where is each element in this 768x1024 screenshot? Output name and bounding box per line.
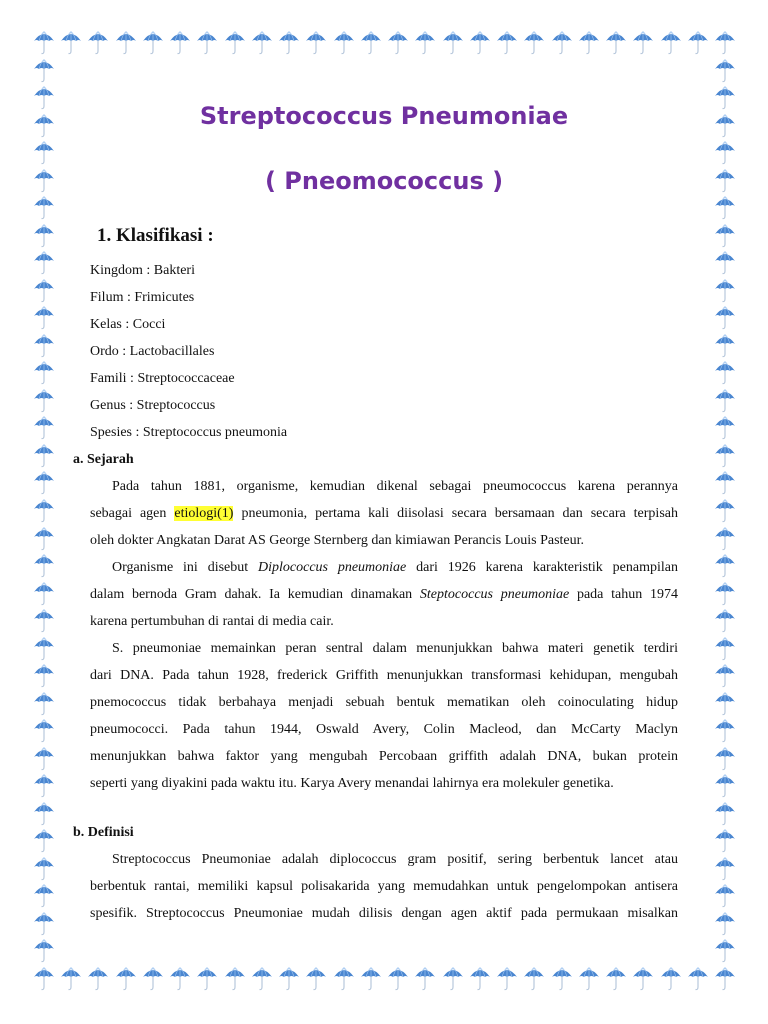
umbrella-icon [33,773,55,799]
umbrella-icon [333,30,355,56]
umbrella-icon [714,305,736,331]
umbrella-icon [278,966,300,992]
klasifikasi-item: Kelas : Cocci [90,317,166,332]
umbrella-icon [714,30,736,56]
umbrella-icon [33,911,55,937]
umbrella-icon [714,498,736,524]
umbrella-icon [33,526,55,552]
umbrella-icon [33,801,55,827]
umbrella-icon [496,30,518,56]
umbrella-icon [169,966,191,992]
umbrella-icon [33,608,55,634]
umbrella-icon [714,663,736,689]
umbrella-icon [142,966,164,992]
umbrella-icon [169,30,191,56]
paragraph-line: pneumococci. Pada tahun 1944, Oswald Avery, Colin Macleod, dan McCarty Maclyn [90,722,678,737]
paragraph-line [112,560,678,576]
umbrella-icon [33,360,55,386]
umbrella-icon [33,305,55,331]
klasifikasi-item: Kingdom : Bakteri [90,263,195,278]
paragraph-line: seperti yang diyakini pada waktu itu. Karya Avery menandai lahirnya era molekuler genetika. [90,776,614,791]
paragraph-line: berbentuk rantai, memiliki kapsul polisakarida yang memudahkan untuk pengelompokan antisera [90,879,678,894]
umbrella-icon [687,966,709,992]
umbrella-icon [33,278,55,304]
umbrella-icon [360,30,382,56]
umbrella-icon [33,498,55,524]
umbrella-icon [523,966,545,992]
paragraph-line: Pada tahun 1881, organisme, kemudian dikenal sebagai pneumococcus karena perannya [112,479,678,494]
umbrella-icon [333,966,355,992]
umbrella-icon [714,195,736,221]
umbrella-icon [115,30,137,56]
umbrella-icon [414,30,436,56]
umbrella-icon [469,966,491,992]
umbrella-icon [714,911,736,937]
paragraph-line: menunjukkan bahwa faktor yang mengubah Percobaan griffith adalah DNA, bukan protein [90,749,678,764]
umbrella-icon [714,938,736,964]
umbrella-icon [714,360,736,386]
umbrella-icon [33,856,55,882]
umbrella-icon [87,30,109,56]
umbrella-icon [442,966,464,992]
klasifikasi-item: Ordo : Lactobacillales [90,344,215,359]
umbrella-icon [33,58,55,84]
umbrella-icon [87,966,109,992]
umbrella-icon [442,30,464,56]
paragraph-line: spesifik. Streptococcus Pneumoniae mudah dilisis dengan agen aktif pada permukaan misalkan [90,906,678,921]
umbrella-icon [33,663,55,689]
umbrella-icon [714,691,736,717]
umbrella-icon [33,581,55,607]
umbrella-icon [196,966,218,992]
paragraph-line [90,506,678,522]
umbrella-icon [33,443,55,469]
umbrella-icon [660,966,682,992]
umbrella-icon [632,966,654,992]
umbrella-icon [414,966,436,992]
umbrella-icon [714,828,736,854]
klasifikasi-item: Spesies : Streptococcus pneumonia [90,425,288,440]
umbrella-icon [714,966,736,992]
umbrella-icon [33,636,55,662]
paragraph-line: oleh dokter Angkatan Darat AS George Sternberg dan kimiawan Perancis Louis Pasteur. [90,533,585,548]
text: dari 1926 karena karakteristik penampilan [406,560,678,575]
umbrella-icon [360,966,382,992]
umbrella-icon [33,883,55,909]
umbrella-icon [605,966,627,992]
umbrella-icon [33,140,55,166]
umbrella-icon [33,250,55,276]
paragraph-line: karena pertumbuhan di rantai di media cair. [90,614,334,629]
umbrella-icon [387,966,409,992]
document-title: Streptococcus Pneumoniae [199,102,569,130]
umbrella-icon [714,746,736,772]
umbrella-icon [551,30,573,56]
umbrella-icon [714,636,736,662]
klasifikasi-item: Genus : Streptococcus [90,398,216,413]
umbrella-icon [60,30,82,56]
paragraph-line: Streptococcus Pneumoniae adalah diplococcus gram positif, sering berbentuk lancet atau [112,852,678,867]
umbrella-icon [33,333,55,359]
umbrella-icon [714,856,736,882]
umbrella-icon [224,966,246,992]
umbrella-icon [278,30,300,56]
umbrella-icon [33,691,55,717]
klasifikasi-item: Filum : Frimicutes [90,290,195,305]
umbrella-icon [714,250,736,276]
umbrella-icon [60,966,82,992]
umbrella-icon [714,58,736,84]
text: sebagai agen [90,506,175,521]
klasifikasi-item: Famili : Streptococcaceae [90,371,235,386]
umbrella-icon [251,966,273,992]
paragraph-line: pnemococcus tidak berbahaya menjadi sebuah bentuk mematikan oleh coinoculating hidup [90,695,678,710]
umbrella-icon [33,415,55,441]
umbrella-icon [714,140,736,166]
umbrella-icon [33,828,55,854]
umbrella-icon [33,746,55,772]
umbrella-icon [33,470,55,496]
umbrella-icon [196,30,218,56]
umbrella-icon [469,30,491,56]
umbrella-icon [605,30,627,56]
umbrella-icon [714,773,736,799]
umbrella-icon [224,30,246,56]
umbrella-icon [714,443,736,469]
italic-text: Steptococcus pneumoniae [419,587,570,602]
umbrella-icon [714,333,736,359]
umbrella-icon [578,30,600,56]
umbrella-icon [33,553,55,579]
umbrella-icon [33,718,55,744]
klasifikasi-heading: 1. Klasifikasi : [97,225,214,246]
umbrella-icon [496,966,518,992]
highlighted-link-etiologi[interactable]: etiologi(1) [174,506,234,521]
umbrella-icon [714,415,736,441]
paragraph-line: dari DNA. Pada tahun 1928, frederick Griffith menunjukkan transformasi kehidupan, mengubah [90,668,678,683]
umbrella-icon [714,553,736,579]
umbrella-icon [714,581,736,607]
italic-text: Diplococcus pneumoniae [258,560,407,575]
umbrella-icon [714,388,736,414]
umbrella-icon [33,388,55,414]
umbrella-icon [387,30,409,56]
umbrella-icon [632,30,654,56]
umbrella-icon [305,966,327,992]
umbrella-icon [714,801,736,827]
definisi-heading: b. Definisi [73,825,134,840]
document-subtitle: ( Pneomococcus ) [264,167,504,195]
umbrella-icon [687,30,709,56]
umbrella-icon [305,30,327,56]
umbrella-icon [714,526,736,552]
umbrella-icon [33,30,55,56]
text: dalam bernoda Gram dahak. Ia kemudian dinamakan [90,587,420,602]
umbrella-icon [33,938,55,964]
paragraph-line: S. pneumoniae memainkan peran sentral dalam menunjukkan bahwa materi genetik terdiri [112,641,678,656]
sejarah-heading: a. Sejarah [73,452,134,467]
umbrella-icon [714,223,736,249]
umbrella-icon [714,470,736,496]
umbrella-icon [33,966,55,992]
umbrella-icon [115,966,137,992]
umbrella-icon [714,608,736,634]
umbrella-icon [714,883,736,909]
umbrella-icon [33,223,55,249]
text: Organisme ini disebut [112,560,258,575]
text: pneumonia, pertama kali diisolasi secara bersamaan dan secara terpisah [233,506,678,521]
umbrella-icon [551,966,573,992]
umbrella-icon [33,195,55,221]
umbrella-icon [251,30,273,56]
paragraph-line [90,587,678,603]
umbrella-icon [142,30,164,56]
umbrella-icon [714,718,736,744]
umbrella-icon [578,966,600,992]
text: pada tahun 1974 [569,587,679,602]
umbrella-icon [660,30,682,56]
umbrella-icon [714,278,736,304]
umbrella-icon [523,30,545,56]
